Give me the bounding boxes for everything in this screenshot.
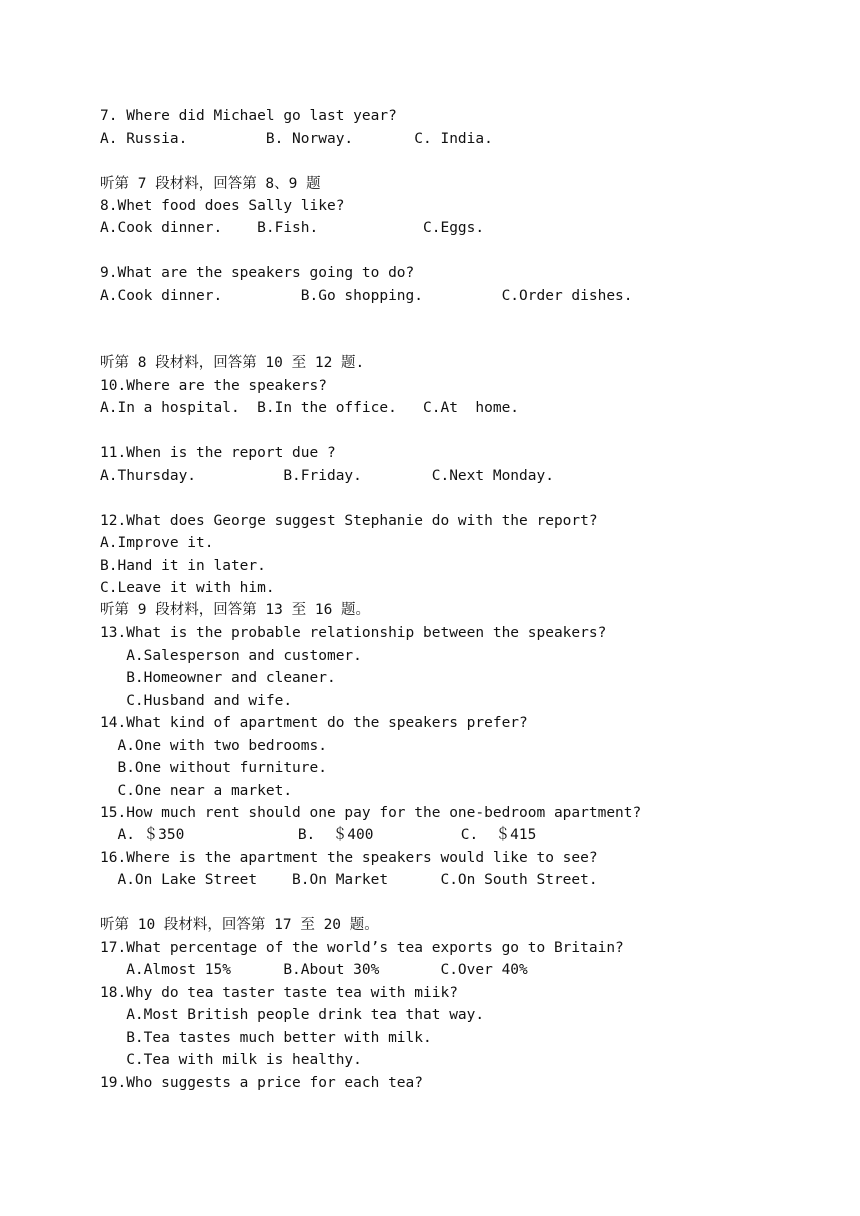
section-8-heading: 听第 8 段材料，回答第 10 至 12 题. [100, 355, 365, 371]
question-13: 13.What is the probable relationship between the speakers? [100, 625, 607, 641]
question-14-option-a: A.One with two bedrooms. [100, 738, 327, 754]
question-12-option-c: C.Leave it with him. [100, 580, 275, 596]
question-11: 11.When is the report due ? [100, 445, 336, 461]
question-8: 8.Whet food does Sally like? [100, 198, 345, 214]
question-8-options: A.Cook dinner. B.Fish. C.Eggs. [100, 220, 485, 236]
question-16: 16.Where is the apartment the speakers would like to see? [100, 850, 598, 866]
question-10-options: A.In a hospital. B.In the office. C.At home. [100, 400, 520, 416]
question-12: 12.What does George suggest Stephanie do with the report? [100, 513, 598, 529]
section-10-heading: 听第 10 段材料，回答第 17 至 20 题。 [100, 917, 379, 933]
question-13-option-c: C.Husband and wife. [100, 693, 293, 709]
question-12-option-b: B.Hand it in later. [100, 558, 266, 574]
question-15-options: A. ＄350 B. ＄400 C. ＄415 [100, 827, 537, 843]
question-18-option-a: A.Most British people drink tea that way. [100, 1007, 485, 1023]
question-19: 19.Who suggests a price for each tea? [100, 1075, 424, 1091]
question-18-option-c: C.Tea with milk is healthy. [100, 1052, 362, 1068]
question-13-option-b: B.Homeowner and cleaner. [100, 670, 336, 686]
question-10: 10.Where are the speakers? [100, 378, 327, 394]
question-14-option-b: B.One without furniture. [100, 760, 327, 776]
question-15: 15.How much rent should one pay for the one-bedroom apartment? [100, 805, 642, 821]
question-18: 18.Why do tea taster taste tea with miik? [100, 985, 458, 1001]
question-9-options: A.Cook dinner. B.Go shopping. C.Order dishes. [100, 288, 633, 304]
question-12-option-a: A.Improve it. [100, 535, 214, 551]
question-13-option-a: A.Salesperson and customer. [100, 648, 362, 664]
question-7: 7. Where did Michael go last year? [100, 108, 397, 124]
section-7-heading: 听第 7 段材料，回答第 8、9 题 [100, 176, 321, 192]
question-17: 17.What percentage of the world’s tea exports go to Britain? [100, 940, 624, 956]
question-9: 9.What are the speakers going to do? [100, 265, 415, 281]
question-7-options: A. Russia. B. Norway. C. India. [100, 131, 493, 147]
question-18-option-b: B.Tea tastes much better with milk. [100, 1030, 432, 1046]
question-17-options: A.Almost 15% B.About 30% C.Over 40% [100, 962, 528, 978]
question-11-options: A.Thursday. B.Friday. C.Next Monday. [100, 468, 554, 484]
question-14: 14.What kind of apartment do the speakers prefer? [100, 715, 528, 731]
section-9-heading: 听第 9 段材料，回答第 13 至 16 题。 [100, 602, 371, 618]
question-16-options: A.On Lake Street B.On Market C.On South Street. [100, 872, 598, 888]
question-14-option-c: C.One near a market. [100, 783, 293, 799]
